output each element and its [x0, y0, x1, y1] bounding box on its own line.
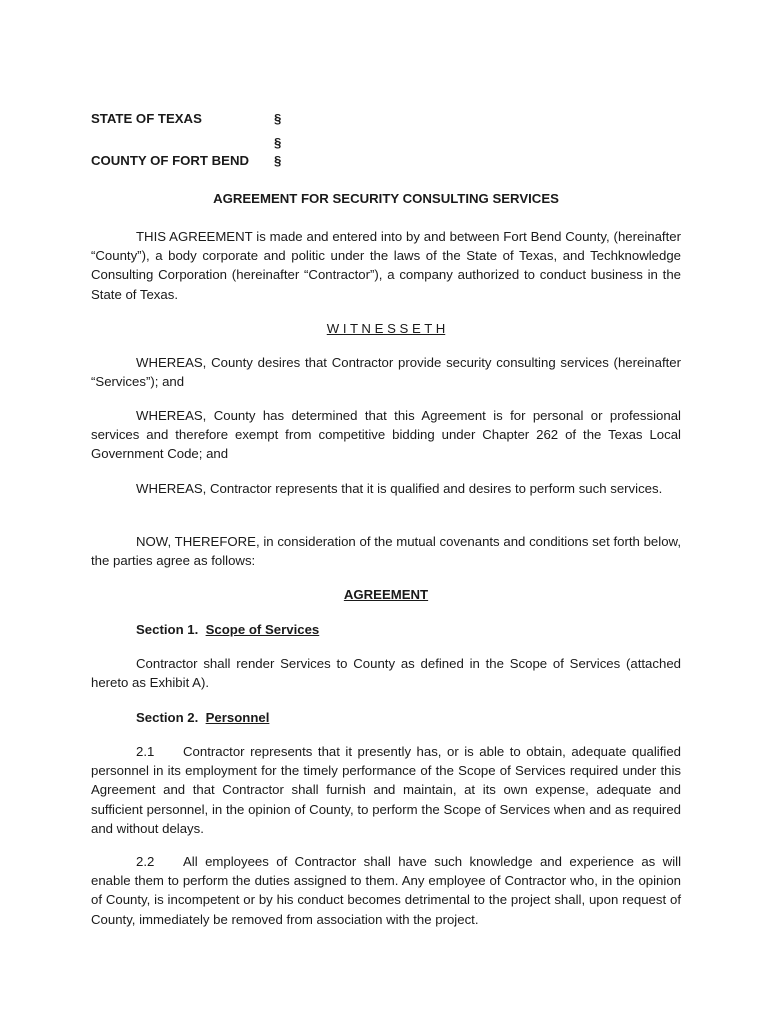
paragraph-number: 2.1 — [136, 744, 155, 759]
agreement-heading: AGREEMENT — [343, 587, 429, 602]
whereas-paragraph-1: WHEREAS, County desires that Contractor provide security consulting services (hereinafter “Services”); and — [91, 355, 681, 390]
section-1-heading — [136, 620, 319, 639]
section-symbol: § — [274, 111, 282, 126]
paragraph-number: 2.2 — [136, 854, 155, 869]
witnesseth-heading: W I T N E S S E T H — [326, 321, 446, 336]
section-1-text: Contractor shall render Services to County as defined in the Scope of Services (attached hereto as Exhibit A). — [91, 656, 681, 691]
now-therefore-paragraph: NOW, THEREFORE, in consideration of the mutual covenants and conditions set forth below, the parties agree as follows: — [91, 534, 681, 569]
state-label: STATE OF TEXAS — [91, 111, 202, 126]
county-label: COUNTY OF FORT BEND — [91, 153, 250, 168]
section-2-label: Section 2. — [136, 710, 199, 725]
section-1-title: Scope of Services — [205, 622, 320, 637]
intro-paragraph: THIS AGREEMENT is made and entered into by and between Fort Bend County, (hereinafter “County”), a body corporate and politic under the laws of the State of Texas, and Techknowledge Consulting Corporation (hereinafter “Contractor”), a company authorized to conduct business in the State of Texas. — [91, 229, 681, 302]
section-2-heading — [136, 708, 269, 727]
paragraph-2-2-text: All employees of Contractor shall have such knowledge and experience as will enable them to perform the duties assigned to them. Any employee of Contractor who, in the opinion of County, is incompetent or by his conduct becomes detrimental to the project shall, upon request of County, immediately be removed from association with the project. — [91, 854, 681, 927]
paragraph-2-2 — [91, 852, 681, 929]
paragraph-2-1 — [91, 742, 681, 838]
whereas-paragraph-3: WHEREAS, Contractor represents that it is qualified and desires to perform such services. — [136, 481, 663, 496]
whereas-paragraph-2: WHEREAS, County has determined that this Agreement is for personal or professional services and therefore exempt from competitive bidding under Chapter 262 of the Texas Local Government Code; and — [91, 408, 681, 462]
case-caption — [91, 110, 391, 172]
paragraph-2-1-text: Contractor represents that it presently has, or is able to obtain, adequate qualified personnel in its employment for the timely performance of the Scope of Services required under this Agreement and that Contractor shall furnish and maintain, at its own expense, adequate and sufficient personnel, in the opinion of County, to perform the Scope of Services when and as required and without delays. — [91, 744, 681, 836]
section-1-label: Section 1. — [136, 622, 199, 637]
section-2-title: Personnel — [205, 710, 270, 725]
section-symbol: § — [274, 135, 282, 150]
section-symbol: § — [274, 153, 282, 168]
document-title: AGREEMENT FOR SECURITY CONSULTING SERVICES — [213, 191, 559, 206]
